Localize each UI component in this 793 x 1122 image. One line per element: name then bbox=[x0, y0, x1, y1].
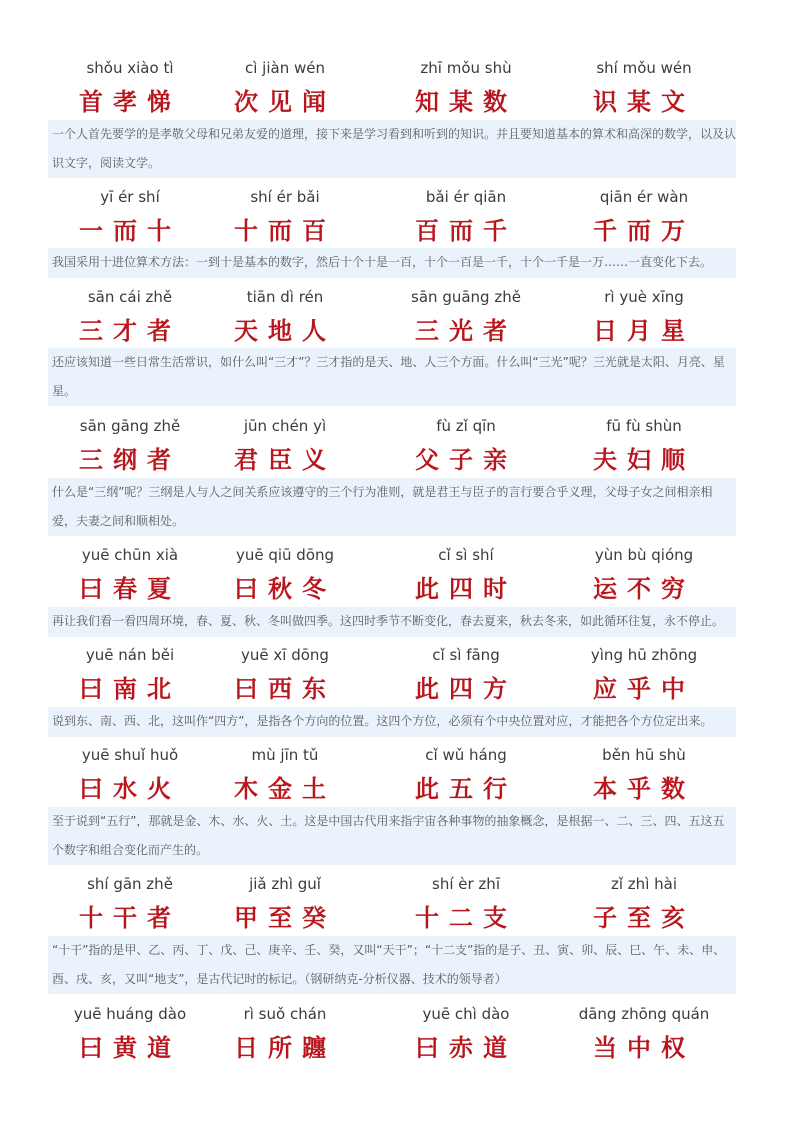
pinyin-label: zhī mǒu shù bbox=[420, 59, 512, 77]
verse-group bbox=[50, 285, 210, 351]
verse-group bbox=[205, 185, 365, 251]
hanzi-text: 首孝悌 bbox=[79, 88, 181, 116]
verse-group bbox=[50, 743, 210, 809]
explanation-note: “十干”指的是甲、乙、丙、丁、戊、己、庚辛、壬、癸，又叫“天干”；“十二支”指的是子、丑、寅、卯、辰、巳、午、未、申、酉、戌、亥，又叫“地支”，是古代记时的标记。（钢研纳克-分析仪器、技术的领导者） bbox=[48, 936, 736, 994]
pinyin-label: sān cái zhě bbox=[87, 288, 173, 306]
hanzi-text: 日所躔 bbox=[234, 1034, 336, 1062]
pinyin-label: shǒu xiào tì bbox=[86, 59, 174, 77]
pinyin-label: cǐ sì fāng bbox=[432, 646, 500, 664]
hanzi-text: 曰春夏 bbox=[79, 575, 181, 603]
pinyin-label: shí ér bǎi bbox=[250, 188, 320, 206]
pinyin-label: shí mǒu wén bbox=[596, 59, 692, 77]
hanzi-text: 君臣义 bbox=[234, 446, 336, 474]
pinyin-label: rì suǒ chán bbox=[243, 1005, 327, 1023]
verse-group bbox=[564, 1002, 724, 1068]
hanzi-text: 此四方 bbox=[415, 675, 517, 703]
pinyin-label: jiǎ zhì guǐ bbox=[249, 875, 321, 893]
pinyin-label: sān gāng zhě bbox=[79, 417, 181, 435]
verse-group bbox=[386, 543, 546, 609]
verse-group bbox=[386, 743, 546, 809]
hanzi-text: 此五行 bbox=[415, 775, 517, 803]
verse-group bbox=[50, 56, 210, 122]
verse-group bbox=[50, 185, 210, 251]
verse-group bbox=[205, 56, 365, 122]
hanzi-text: 曰黄道 bbox=[79, 1034, 181, 1062]
verse-group bbox=[50, 872, 210, 938]
pinyin-label: dāng zhōng quán bbox=[578, 1005, 710, 1023]
verse-group bbox=[205, 743, 365, 809]
hanzi-text: 百而千 bbox=[415, 217, 517, 245]
hanzi-text: 此四时 bbox=[415, 575, 517, 603]
hanzi-text: 曰南北 bbox=[79, 675, 181, 703]
explanation-note: 什么是“三纲”呢？三纲是人与人之间关系应该遵守的三个行为准则，就是君王与臣子的言行要合乎义理，父母子女之间相亲相爱，夫妻之间和顺相处。 bbox=[48, 478, 736, 536]
pinyin-label: shí gān zhě bbox=[87, 875, 173, 893]
hanzi-text: 十干者 bbox=[79, 904, 181, 932]
pinyin-label: qiān ér wàn bbox=[599, 188, 689, 206]
pinyin-label: rì yuè xīng bbox=[604, 288, 684, 306]
verse-group bbox=[205, 1002, 365, 1068]
verse-group bbox=[205, 643, 365, 709]
hanzi-text: 运不穷 bbox=[593, 575, 695, 603]
hanzi-text: 识某文 bbox=[593, 88, 695, 116]
verse-group bbox=[386, 1002, 546, 1068]
verse-group bbox=[386, 414, 546, 480]
pinyin-label: jūn chén yì bbox=[243, 417, 327, 435]
verse-group bbox=[50, 643, 210, 709]
pinyin-label: yuē qiū dōng bbox=[235, 546, 335, 564]
hanzi-text: 子至亥 bbox=[593, 904, 695, 932]
pinyin-label: yī ér shí bbox=[100, 188, 160, 206]
hanzi-text: 父子亲 bbox=[415, 446, 517, 474]
explanation-note: 还应该知道一些日常生活常识，如什么叫“三才”？三才指的是天、地、人三个方面。什么叫“三光”呢？三光就是太阳、月亮、星星。 bbox=[48, 348, 736, 406]
hanzi-text: 木金土 bbox=[234, 775, 336, 803]
pinyin-label: zǐ zhì hài bbox=[611, 875, 677, 893]
explanation-note: 我国采用十进位算术方法：一到十是基本的数字，然后十个十是一百，十个一百是一千，十个一千是一万……一直变化下去。 bbox=[48, 248, 736, 278]
pinyin-label: cǐ wǔ háng bbox=[425, 746, 507, 764]
verse-group bbox=[386, 643, 546, 709]
verse-group bbox=[50, 1002, 210, 1068]
hanzi-text: 十而百 bbox=[234, 217, 336, 245]
pinyin-label: fū fù shùn bbox=[606, 417, 682, 435]
pinyin-label: fù zǐ qīn bbox=[436, 417, 496, 435]
pinyin-label: yuē xī dōng bbox=[241, 646, 329, 664]
hanzi-text: 曰西东 bbox=[234, 675, 336, 703]
verse-group bbox=[386, 872, 546, 938]
verse-group bbox=[386, 285, 546, 351]
verse-group bbox=[564, 414, 724, 480]
verse-group bbox=[564, 285, 724, 351]
pinyin-label: yìng hū zhōng bbox=[590, 646, 698, 664]
hanzi-text: 甲至癸 bbox=[234, 904, 336, 932]
hanzi-text: 天地人 bbox=[234, 317, 336, 345]
verse-group bbox=[564, 643, 724, 709]
pinyin-label: bǎi ér qiān bbox=[425, 188, 507, 206]
hanzi-text: 三纲者 bbox=[79, 446, 181, 474]
hanzi-text: 三光者 bbox=[415, 317, 517, 345]
hanzi-text: 曰赤道 bbox=[415, 1034, 517, 1062]
explanation-note: 至于说到“五行”，那就是金、木、水、火、土。这是中国古代用来指宇宙各种事物的抽象概念，是根据一、二、三、四、五这五个数字和组合变化而产生的。 bbox=[48, 807, 736, 865]
verse-group bbox=[50, 543, 210, 609]
hanzi-text: 当中权 bbox=[593, 1034, 695, 1062]
pinyin-label: shí èr zhī bbox=[432, 875, 500, 893]
verse-group bbox=[205, 543, 365, 609]
explanation-note: 一个人首先要学的是孝敬父母和兄弟友爱的道理，接下来是学习看到和听到的知识。并且要知道基本的算术和高深的数学，以及认识文字，阅读文学。 bbox=[48, 120, 736, 178]
hanzi-text: 十二支 bbox=[415, 904, 517, 932]
verse-group bbox=[564, 743, 724, 809]
pinyin-label: yuē chūn xià bbox=[81, 546, 179, 564]
hanzi-text: 次见闻 bbox=[234, 88, 336, 116]
pinyin-label: yuē shuǐ huǒ bbox=[81, 746, 179, 764]
verse-group bbox=[386, 56, 546, 122]
hanzi-text: 日月星 bbox=[593, 317, 695, 345]
hanzi-text: 一而十 bbox=[79, 217, 181, 245]
verse-group bbox=[205, 285, 365, 351]
verse-group bbox=[205, 414, 365, 480]
hanzi-text: 千而万 bbox=[593, 217, 695, 245]
hanzi-text: 曰秋冬 bbox=[234, 575, 336, 603]
pinyin-label: yuē huáng dào bbox=[73, 1005, 187, 1023]
verse-group bbox=[564, 543, 724, 609]
hanzi-text: 知某数 bbox=[415, 88, 517, 116]
pinyin-label: cǐ sì shí bbox=[438, 546, 494, 564]
explanation-note: 再让我们看一看四周环境，春、夏、秋、冬叫做四季。这四时季节不断变化，春去夏来，秋去冬来，如此循环往复，永不停止。 bbox=[48, 607, 736, 637]
hanzi-text: 本乎数 bbox=[593, 775, 695, 803]
verse-group bbox=[564, 185, 724, 251]
verse-group bbox=[386, 185, 546, 251]
hanzi-text: 应乎中 bbox=[593, 675, 695, 703]
explanation-note: 说到东、南、西、北，这叫作“四方”，是指各个方向的位置。这四个方位，必须有个中央位置对应，才能把各个方位定出来。 bbox=[48, 707, 736, 737]
verse-group bbox=[564, 872, 724, 938]
verse-group bbox=[205, 872, 365, 938]
hanzi-text: 夫妇顺 bbox=[593, 446, 695, 474]
pinyin-label: mù jīn tǔ bbox=[251, 746, 319, 764]
verse-group bbox=[564, 56, 724, 122]
pinyin-label: sān guāng zhě bbox=[411, 288, 521, 306]
pinyin-label: yuē nán běi bbox=[85, 646, 175, 664]
pinyin-label: tiān dì rén bbox=[246, 288, 324, 306]
pinyin-label: yùn bù qióng bbox=[594, 546, 694, 564]
pinyin-label: běn hū shù bbox=[602, 746, 686, 764]
verse-group bbox=[50, 414, 210, 480]
pinyin-label: cì jiàn wén bbox=[245, 59, 325, 77]
hanzi-text: 曰水火 bbox=[79, 775, 181, 803]
pinyin-label: yuē chì dào bbox=[422, 1005, 510, 1023]
hanzi-text: 三才者 bbox=[79, 317, 181, 345]
